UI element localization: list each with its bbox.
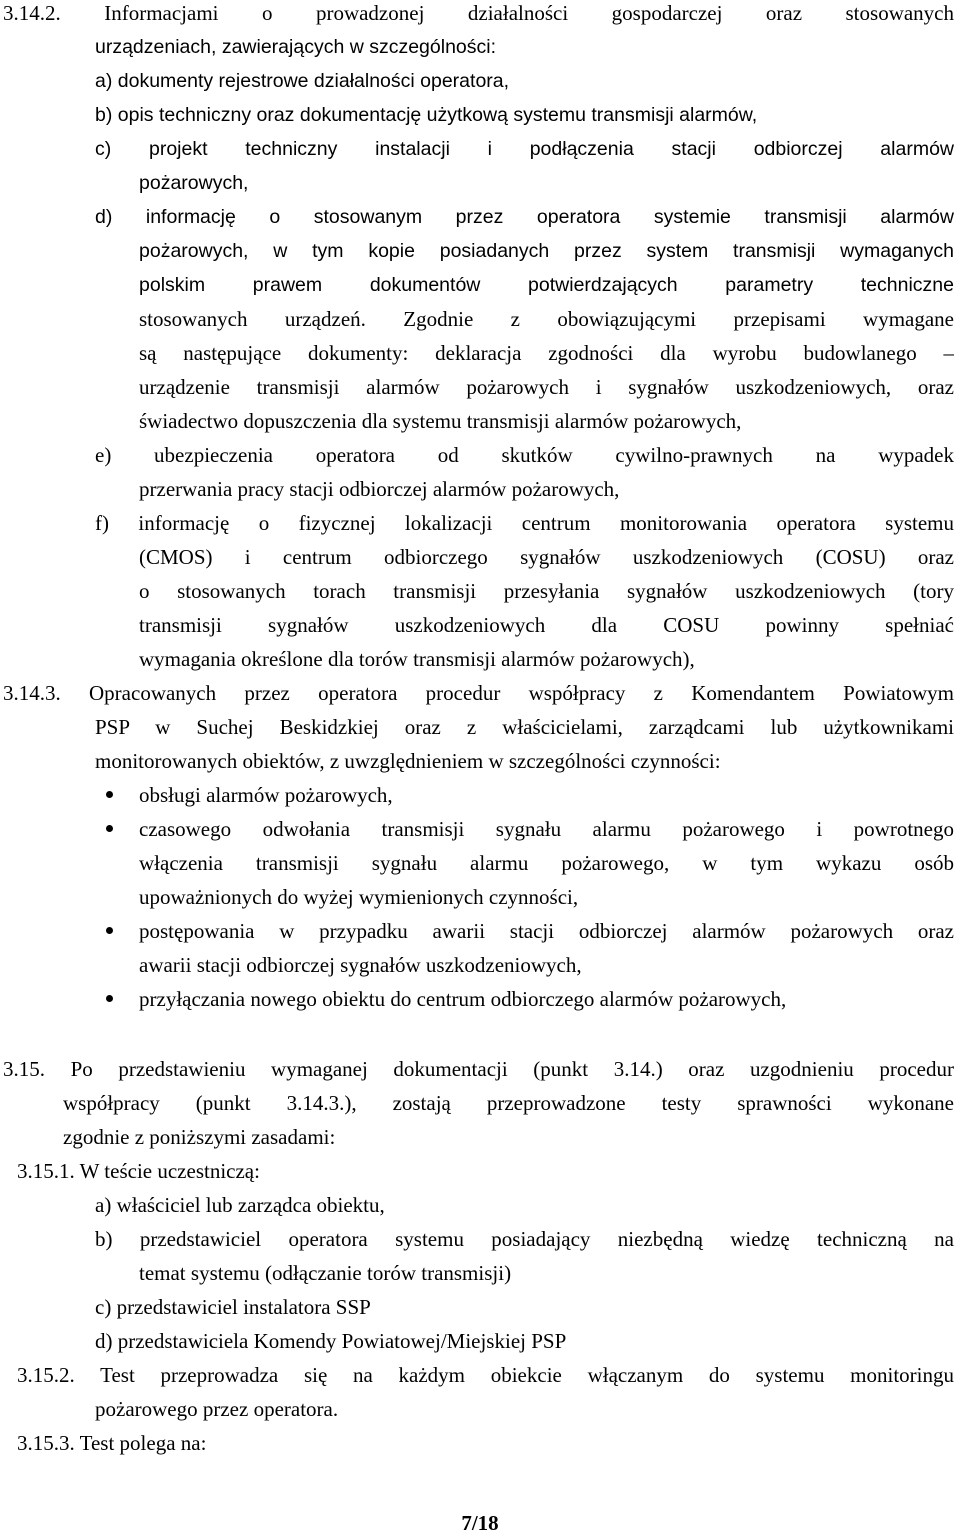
text-line: upoważnionych do wyżej wymienionych czynności,: [139, 885, 579, 909]
bullet-icon: [106, 791, 113, 798]
bullet-item: obsługi alarmów pożarowych,: [139, 783, 393, 807]
text-line: pożarowych, w tym kopie posiadanych przez system transmisji wymaganych: [139, 240, 954, 262]
text-line: monitorowanych obiektów, z uwzględnieniem w szczególności czynności:: [95, 749, 721, 773]
section-heading-line: 3.14.3. Opracowanych przez operatora procedur współpracy z Komendantem Powiatowym: [3, 681, 954, 705]
list-item: b) przedstawiciel operatora systemu posiadający niezbędną wiedzę techniczną na: [95, 1227, 954, 1251]
bullet-item: czasowego odwołania transmisji sygnału alarmu pożarowego i powrotnego: [139, 817, 954, 841]
bullet-item: przyłączania nowego obiektu do centrum odbiorczego alarmów pożarowych,: [139, 987, 787, 1011]
list-item: f) informację o fizycznej lokalizacji centrum monitorowania operatora systemu: [95, 511, 954, 535]
text-line: przerwania pracy stacji odbiorczej alarmów pożarowych,: [139, 477, 620, 501]
list-item: c) przedstawiciel instalatora SSP: [95, 1295, 371, 1319]
text-line: PSP w Suchej Beskidzkiej oraz z właścicielami, zarządcami lub użytkownikami: [95, 715, 954, 739]
section-heading-line: 3.15. Po przedstawieniu wymaganej dokumentacji (punkt 3.14.) oraz uzgodnieniu procedur: [3, 1057, 954, 1081]
text-line: awarii stacji odbiorczej sygnałów uszkodzeniowych,: [139, 953, 582, 977]
text-line: są następujące dokumenty: deklaracja zgodności dla wyrobu budowlanego –: [139, 341, 954, 365]
list-item: a) dokumenty rejestrowe działalności operatora,: [95, 70, 510, 92]
bullet-icon: [106, 995, 113, 1002]
text-line: transmisji sygnałów uszkodzeniowych dla COSU powinny spełniać: [139, 613, 954, 637]
text-line: zgodnie z poniższymi zasadami:: [63, 1125, 336, 1149]
text-line: urządzenie transmisji alarmów pożarowych i sygnałów uszkodzeniowych, oraz: [139, 375, 954, 399]
list-item: e) ubezpieczenia operatora od skutków cywilno-prawnych na wypadek: [95, 443, 954, 467]
list-item: a) właściciel lub zarządca obiektu,: [95, 1193, 385, 1217]
text-line: polskim prawem dokumentów potwierdzających parametry techniczne: [139, 274, 954, 296]
text-line: urządzeniach, zawierających w szczególności:: [95, 36, 497, 58]
bullet-item: postępowania w przypadku awarii stacji odbiorczej alarmów pożarowych oraz: [139, 919, 954, 943]
text-line: (CMOS) i centrum odbiorczego sygnałów uszkodzeniowych (COSU) oraz: [139, 545, 954, 569]
text-line: stosowanych urządzeń. Zgodnie z obowiązującymi przepisami wymagane: [139, 307, 954, 331]
subsection-heading: 3.15.2. Test przeprowadza się na każdym obiekcie włączanym do systemu monitoringu: [17, 1363, 954, 1387]
list-item: b) opis techniczny oraz dokumentację użytkową systemu transmisji alarmów,: [95, 104, 758, 126]
text-line: świadectwo dopuszczenia dla systemu transmisji alarmów pożarowych,: [139, 409, 742, 433]
text-line: współpracy (punkt 3.14.3.), zostają przeprowadzone testy sprawności wykonane: [63, 1091, 954, 1115]
text-line: wymagania określone dla torów transmisji alarmów pożarowych),: [139, 647, 695, 671]
bullet-icon: [106, 927, 113, 934]
list-item: c) projekt techniczny instalacji i podłączenia stacji odbiorczej alarmów: [95, 138, 954, 160]
subsection-heading: 3.15.1. W teście uczestniczą:: [17, 1159, 260, 1183]
text-line: 3.14.2. Informacjami o prowadzonej działalności gospodarczej oraz stosowanych: [3, 1, 954, 25]
page-number: 7/18: [461, 1511, 499, 1535]
list-item: d) przedstawiciela Komendy Powiatowej/Miejskiej PSP: [95, 1329, 567, 1353]
list-item: d) informację o stosowanym przez operatora systemie transmisji alarmów: [95, 206, 954, 228]
text-line: o stosowanych torach transmisji przesyłania sygnałów uszkodzeniowych (tory: [139, 579, 954, 603]
text-line: temat systemu (odłączanie torów transmisji): [139, 1261, 512, 1285]
bullet-icon: [106, 825, 113, 832]
text-line: pożarowego przez operatora.: [95, 1397, 339, 1421]
text-line: pożarowych,: [139, 172, 249, 194]
subsection-heading: 3.15.3. Test polega na:: [17, 1431, 207, 1455]
text-line: włączenia transmisji sygnału alarmu pożarowego, w tym wykazu osób: [139, 851, 954, 875]
